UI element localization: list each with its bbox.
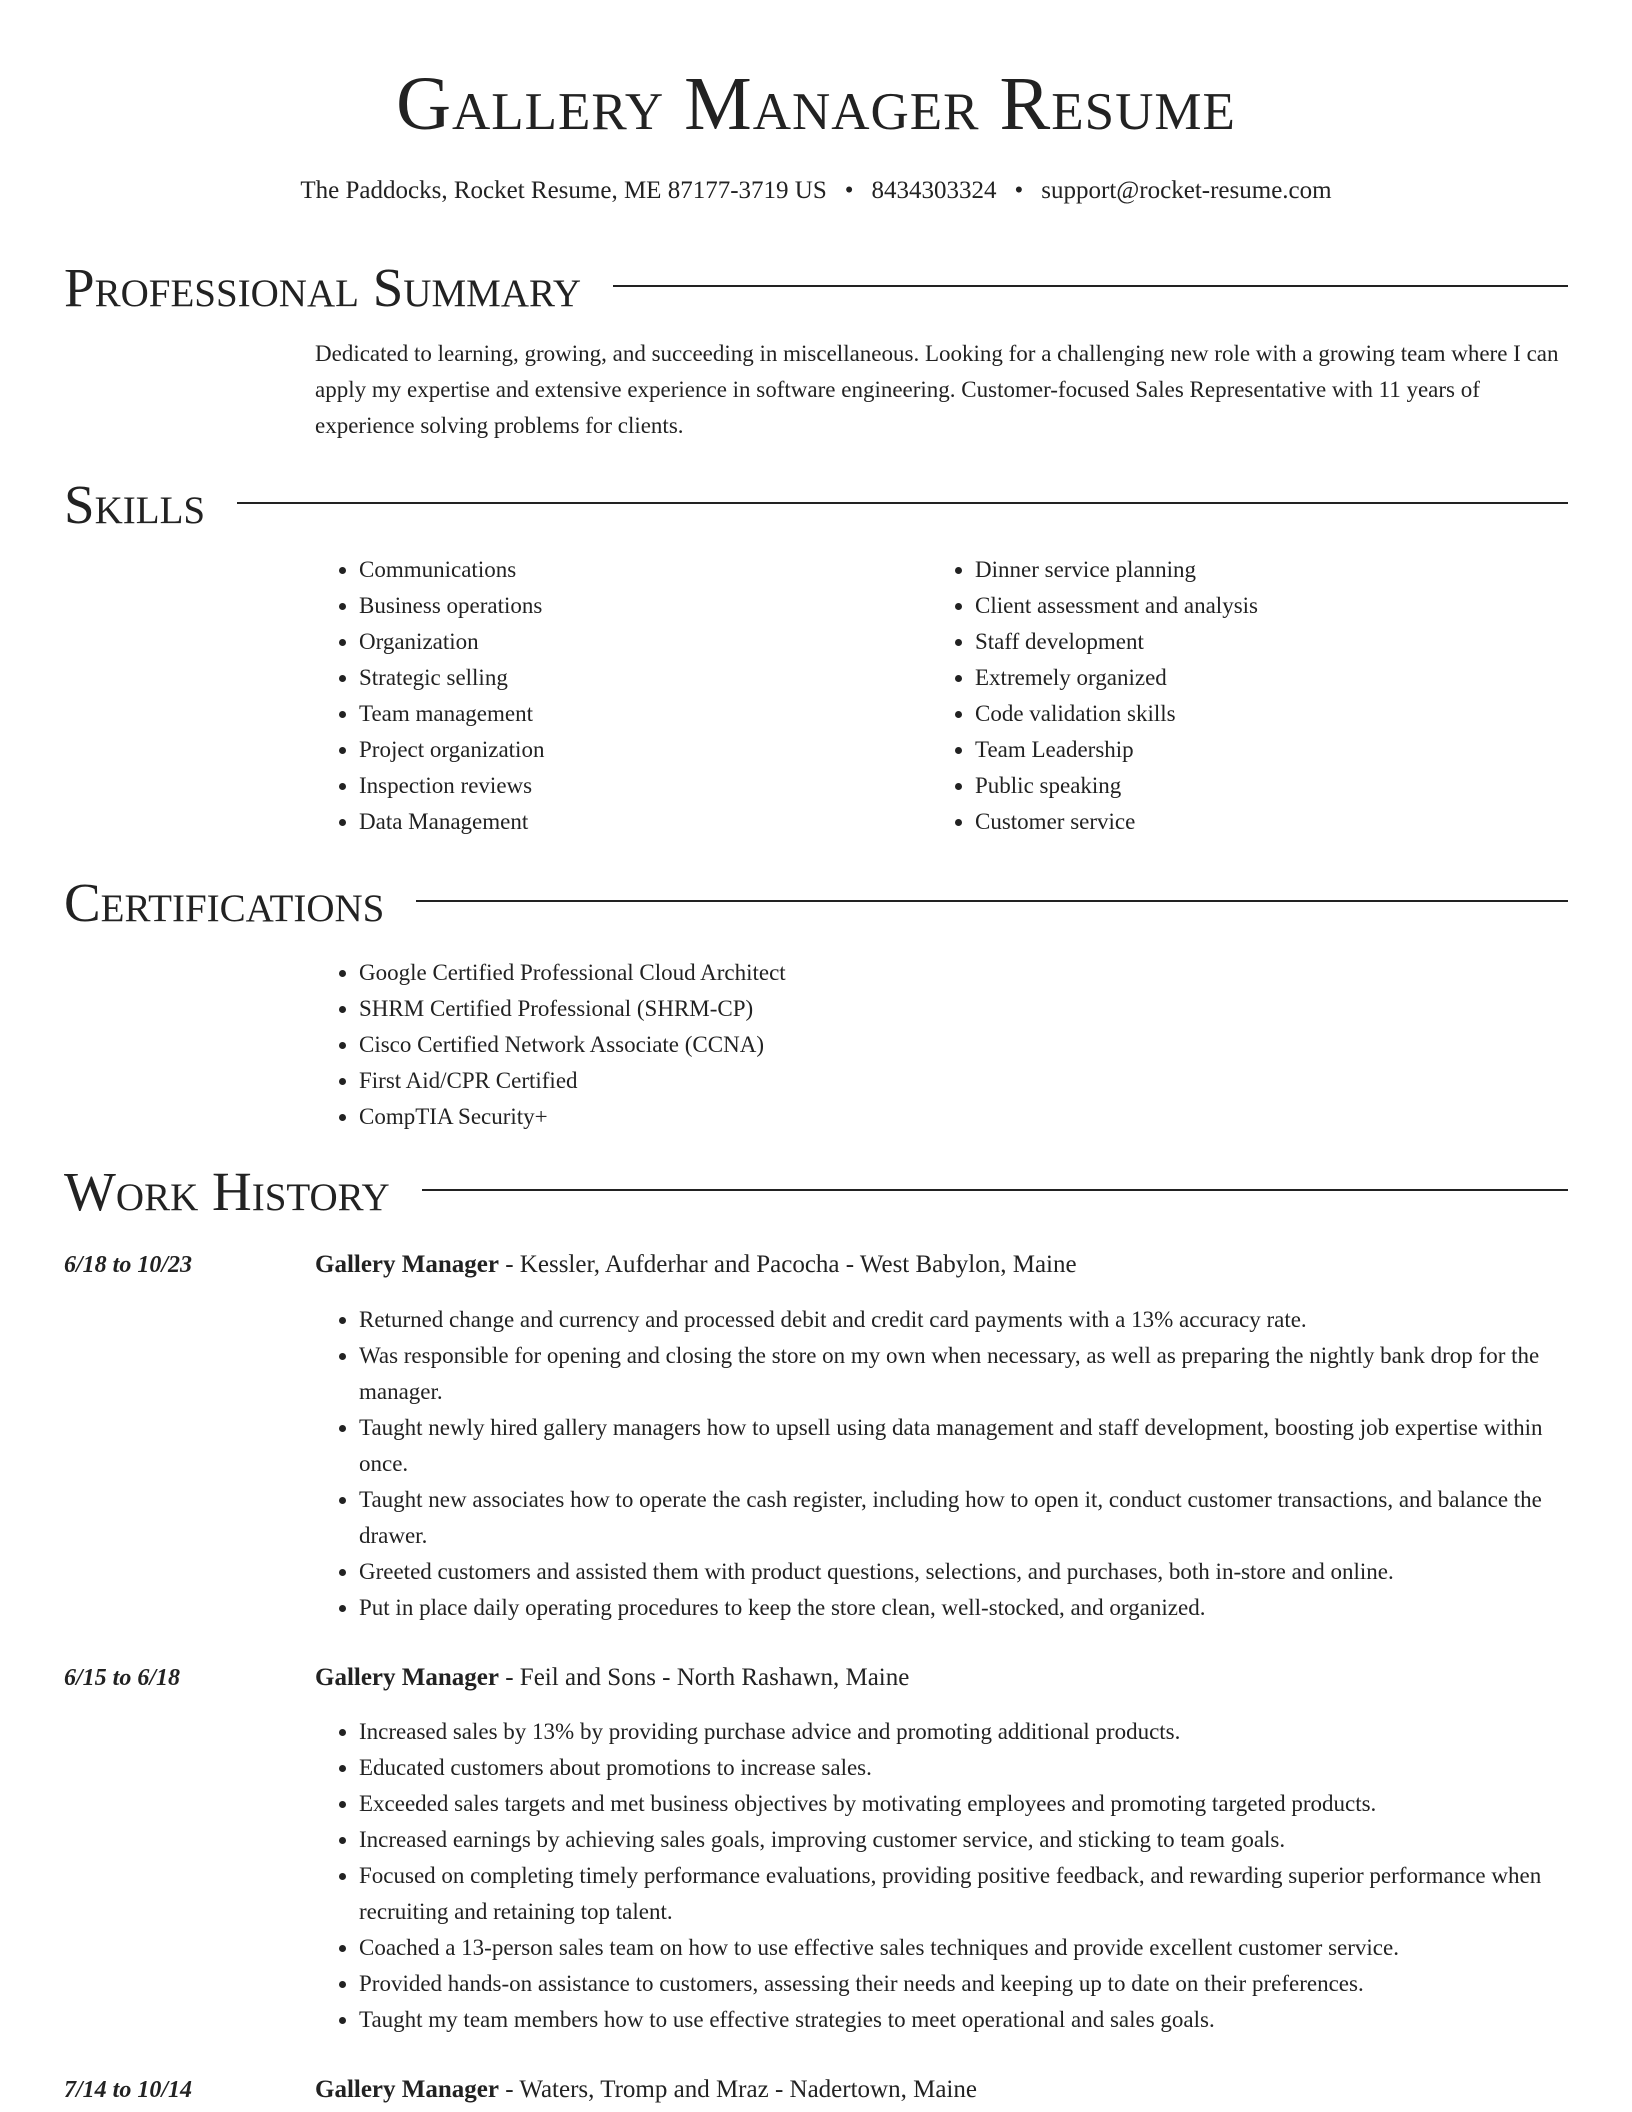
job-role: Gallery Manager	[315, 1664, 499, 1691]
job-employer: - Kessler, Aufderhar and Pacocha - West Babylon, Maine	[498, 1251, 1077, 1278]
job-dates: 6/18 to 10/23	[64, 1252, 193, 1278]
job-heading	[315, 1660, 909, 1696]
skill-item: • Business operations	[359, 588, 915, 624]
certification-item: • SHRM Certified Professional (SHRM-CP)	[359, 991, 1565, 1027]
skills-list-right	[931, 552, 1531, 840]
job-bullet: • Taught newly hired gallery managers how to upsell using data management and staff development, boosting job expertise within once.	[359, 1410, 1570, 1482]
section-title-summary: Professional Summary	[64, 257, 582, 318]
certification-item: • First Aid/CPR Certified	[359, 1063, 1565, 1099]
skills-column-right	[931, 552, 1531, 840]
skill-item: • Team management	[359, 696, 915, 732]
job-bullet: • Increased earnings by achieving sales goals, improving customer service, and sticking to team goals.	[359, 1822, 1570, 1858]
contact-address: The Paddocks, Rocket Resume, ME 87177-3719 US	[300, 177, 827, 204]
section-divider	[416, 900, 1568, 902]
skill-item: • Extremely organized	[975, 660, 1531, 696]
job-bullet: • Put in place daily operating procedures to keep the store clean, well-stocked, and organized.	[359, 1590, 1570, 1626]
section-title-certifications: Certifications	[64, 872, 385, 933]
skill-item: • Organization	[359, 624, 915, 660]
job-employer: - Feil and Sons - North Rashawn, Maine	[498, 1664, 910, 1691]
skill-item: • Code validation skills	[975, 696, 1531, 732]
skill-item: • Inspection reviews	[359, 768, 915, 804]
skill-item: • Customer service	[975, 804, 1531, 840]
section-divider	[613, 285, 1568, 287]
job-responsibilities	[315, 1302, 1570, 1626]
contact-email: support@rocket-resume.com	[1041, 177, 1332, 204]
job-bullet: • Was responsible for opening and closing the store on my own when necessary, as well as preparing the nightly bank drop for the manager.	[359, 1338, 1570, 1410]
contact-line	[0, 174, 1632, 208]
certification-item: • Google Certified Professional Cloud Architect	[359, 955, 1565, 991]
job-role: Gallery Manager	[315, 2076, 499, 2103]
job-bullet: • Returned change and currency and processed debit and credit card payments with a 13% accuracy rate.	[359, 1302, 1570, 1338]
skill-item: • Dinner service planning	[975, 552, 1531, 588]
job-heading	[315, 1247, 1077, 1283]
contact-separator: •	[1014, 177, 1024, 204]
certification-item: • CompTIA Security+	[359, 1099, 1565, 1135]
job-employer: - Waters, Tromp and Mraz - Nadertown, Maine	[498, 2076, 977, 2103]
resume-title: Gallery Manager Resume	[396, 62, 1236, 146]
job-bullet: • Greeted customers and assisted them with product questions, selections, and purchases, both in-store and online.	[359, 1554, 1570, 1590]
job-bullet: • Taught new associates how to operate the cash register, including how to open it, conduct customer transactions, and balance the drawer.	[359, 1482, 1570, 1554]
skill-item: • Strategic selling	[359, 660, 915, 696]
job-dates: 6/15 to 6/18	[64, 1665, 181, 1691]
section-divider	[422, 1189, 1568, 1191]
job-bullet: • Provided hands-on assistance to customers, assessing their needs and keeping up to date on their preferences.	[359, 1966, 1570, 2002]
skills-column-left	[315, 552, 915, 840]
skill-item: • Team Leadership	[975, 732, 1531, 768]
section-divider	[237, 502, 1568, 504]
skill-item: • Client assessment and analysis	[975, 588, 1531, 624]
skill-item: • Public speaking	[975, 768, 1531, 804]
job-heading	[315, 2072, 977, 2108]
contact-separator: •	[844, 177, 854, 204]
contact-phone: 8434303324	[871, 177, 997, 204]
skill-item: • Communications	[359, 552, 915, 588]
job-role: Gallery Manager	[315, 1251, 499, 1278]
section-header-work-history	[64, 1159, 1568, 1225]
skill-item: • Data Management	[359, 804, 915, 840]
job-bullet-list	[315, 1714, 1570, 2038]
job-dates: 7/14 to 10/14	[64, 2077, 193, 2103]
job-responsibilities	[315, 1714, 1570, 2038]
job-bullet: • Increased sales by 13% by providing purchase advice and promoting additional products.	[359, 1714, 1570, 1750]
skill-item: • Staff development	[975, 624, 1531, 660]
section-title-skills: Skills	[64, 474, 206, 535]
section-header-summary	[64, 255, 1568, 321]
section-header-certifications	[64, 870, 1568, 936]
skills-list-left	[315, 552, 915, 840]
job-bullet: • Coached a 13-person sales team on how to use effective sales techniques and provide excellent customer service.	[359, 1930, 1570, 1966]
job-bullet: • Focused on completing timely performance evaluations, providing positive feedback, and rewarding superior performance when recruiting and retaining top talent.	[359, 1858, 1570, 1930]
job-bullet: • Taught my team members how to use effective strategies to meet operational and sales goals.	[359, 2002, 1570, 2038]
job-bullet: • Educated customers about promotions to increase sales.	[359, 1750, 1570, 1786]
certifications-block	[315, 955, 1565, 1135]
job-bullet: • Exceeded sales targets and met business objectives by motivating employees and promoting targeted products.	[359, 1786, 1570, 1822]
certification-item: • Cisco Certified Network Associate (CCNA)	[359, 1027, 1565, 1063]
skill-item: • Project organization	[359, 732, 915, 768]
section-title-work-history: Work History	[64, 1161, 390, 1222]
section-header-skills	[64, 472, 1568, 538]
certifications-list	[315, 955, 1565, 1135]
summary-text: Dedicated to learning, growing, and succeeding in miscellaneous. Looking for a challenging new role with a growing team where I can apply my expertise and extensive experience in software engineering. Customer-focused Sales Representative with 11 years of experience solving problems for clients.	[315, 341, 1559, 438]
job-bullet-list	[315, 1302, 1570, 1626]
